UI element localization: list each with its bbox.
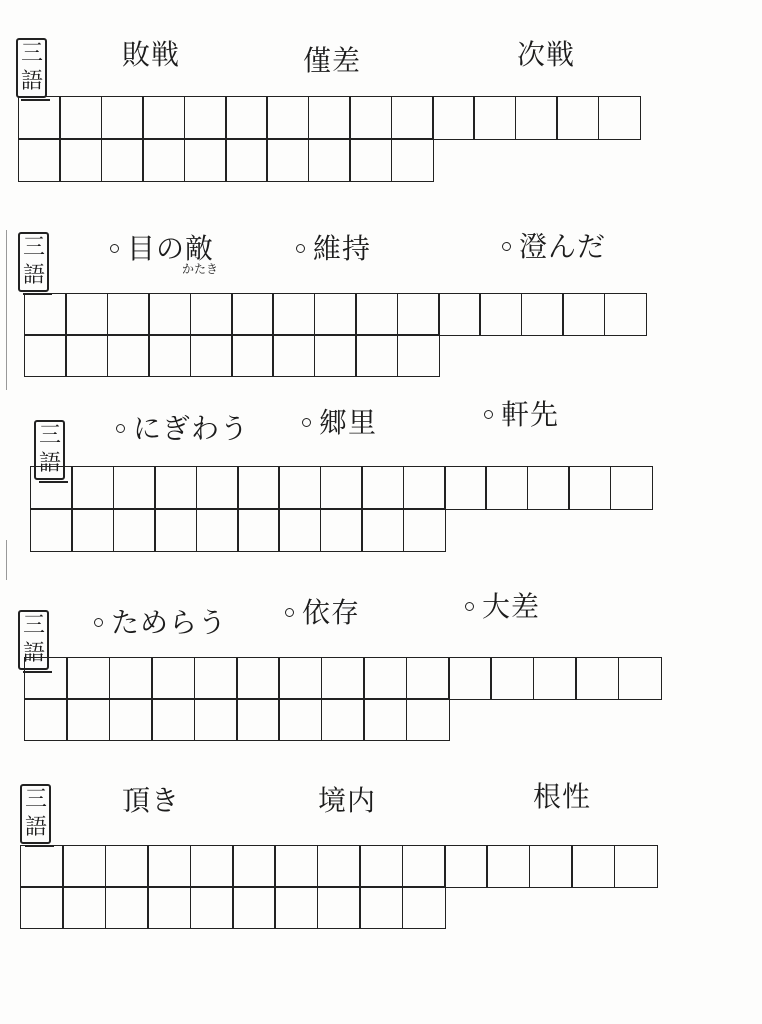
writing-cell[interactable] <box>66 698 110 741</box>
bullet-circle-icon <box>302 418 311 427</box>
writing-cell[interactable] <box>194 698 238 741</box>
vocab-word-2 <box>318 784 376 818</box>
writing-cell[interactable] <box>142 138 185 182</box>
writing-cell[interactable] <box>236 657 280 700</box>
bullet-circle-icon <box>465 602 474 611</box>
writing-cell[interactable] <box>30 466 73 510</box>
grid-row-2 <box>26 334 440 377</box>
writing-cell[interactable] <box>317 845 361 888</box>
writing-cell[interactable] <box>24 698 68 741</box>
writing-cell[interactable] <box>533 657 577 700</box>
writing-cell[interactable] <box>486 845 530 888</box>
writing-cell[interactable] <box>274 886 318 929</box>
writing-cell[interactable] <box>105 886 149 929</box>
grid-row-2 <box>32 508 446 552</box>
vocab-word-text: にぎわう <box>133 412 250 445</box>
vocab-word-text: 目の敵 <box>127 232 215 265</box>
sangou-badge: 三語 <box>20 784 51 844</box>
writing-cell[interactable] <box>109 657 153 700</box>
writing-cell[interactable] <box>231 293 274 336</box>
vocab-word-text: 維持 <box>313 232 372 265</box>
writing-cell[interactable] <box>562 293 605 336</box>
writing-cell[interactable] <box>148 334 191 377</box>
writing-cell[interactable] <box>556 96 599 140</box>
writing-cell[interactable] <box>614 845 658 888</box>
vocab-word-2 <box>302 406 377 440</box>
writing-cell[interactable] <box>105 845 149 888</box>
writing-cell[interactable] <box>71 466 114 510</box>
writing-cell[interactable] <box>490 657 534 700</box>
vocab-word-1 <box>110 232 214 266</box>
writing-cell[interactable] <box>231 334 274 377</box>
writing-cell[interactable] <box>568 466 611 510</box>
vocab-word-text: 大差 <box>482 590 541 623</box>
vocab-word-3 <box>484 398 559 432</box>
writing-cell[interactable] <box>314 334 357 377</box>
writing-cell[interactable] <box>406 698 450 741</box>
writing-cell[interactable] <box>444 466 487 510</box>
vocab-word-3 <box>517 38 575 72</box>
bullet-circle-icon <box>94 618 103 627</box>
vocab-word-3 <box>465 590 540 624</box>
vocab-word-3 <box>502 230 606 264</box>
writing-cell[interactable] <box>20 845 64 888</box>
writing-cell[interactable] <box>190 886 234 929</box>
writing-cell[interactable] <box>359 845 403 888</box>
writing-cell[interactable] <box>274 845 318 888</box>
writing-cell[interactable] <box>109 698 153 741</box>
writing-cell[interactable] <box>225 138 268 182</box>
writing-cell[interactable] <box>24 293 67 336</box>
writing-cell[interactable] <box>314 293 357 336</box>
writing-cell[interactable] <box>278 466 321 510</box>
bullet-circle-icon <box>116 424 125 433</box>
scan-edge-mark <box>6 540 7 580</box>
vocab-word-1 <box>94 606 227 640</box>
writing-cell[interactable] <box>59 96 102 140</box>
writing-cell[interactable] <box>196 508 239 552</box>
writing-cell[interactable] <box>266 96 309 140</box>
writing-cell[interactable] <box>473 96 516 140</box>
vocab-word-1 <box>122 784 180 818</box>
writing-cell[interactable] <box>391 138 434 182</box>
writing-cell[interactable] <box>101 96 144 140</box>
writing-cell[interactable] <box>272 293 315 336</box>
writing-cell[interactable] <box>232 845 276 888</box>
writing-cell[interactable] <box>363 657 407 700</box>
writing-cell[interactable] <box>147 886 191 929</box>
writing-cell[interactable] <box>402 845 446 888</box>
writing-cell[interactable] <box>225 96 268 140</box>
writing-cell[interactable] <box>604 293 647 336</box>
sangou-badge: 三語 <box>34 420 65 480</box>
writing-cell[interactable] <box>278 698 322 741</box>
sangou-badge: 三語 <box>18 610 49 670</box>
writing-cell[interactable] <box>142 96 185 140</box>
writing-cell[interactable] <box>479 293 522 336</box>
writing-cell[interactable] <box>432 96 475 140</box>
writing-cell[interactable] <box>391 96 434 140</box>
writing-cell[interactable] <box>24 657 68 700</box>
grid-row-2 <box>20 138 434 182</box>
grid-row-1 <box>32 466 653 510</box>
writing-cell[interactable] <box>278 508 321 552</box>
bullet-circle-icon <box>110 244 119 253</box>
writing-cell[interactable] <box>151 657 195 700</box>
writing-cell[interactable] <box>59 138 102 182</box>
writing-cell[interactable] <box>18 96 61 140</box>
writing-cell[interactable] <box>448 657 492 700</box>
writing-cell[interactable] <box>20 886 64 929</box>
writing-cell[interactable] <box>148 293 191 336</box>
bullet-circle-icon <box>484 410 493 419</box>
writing-cell[interactable] <box>485 466 528 510</box>
writing-cell[interactable] <box>236 698 280 741</box>
sangou-badge: 三語 <box>16 38 47 98</box>
grid-row-2 <box>22 886 446 929</box>
writing-cell[interactable] <box>321 657 365 700</box>
grid-row-1 <box>26 293 647 336</box>
writing-cell[interactable] <box>359 886 403 929</box>
writing-cell[interactable] <box>107 293 150 336</box>
bullet-circle-icon <box>502 242 511 251</box>
grid-row-1 <box>26 657 662 700</box>
writing-cell[interactable] <box>529 845 573 888</box>
writing-cell[interactable] <box>154 466 197 510</box>
writing-cell[interactable] <box>321 698 365 741</box>
writing-cell[interactable] <box>610 466 653 510</box>
vocab-word-text: 敗戦 <box>122 38 181 71</box>
writing-cell[interactable] <box>62 845 106 888</box>
writing-cell[interactable] <box>521 293 564 336</box>
writing-cell[interactable] <box>65 293 108 336</box>
writing-cell[interactable] <box>18 138 61 182</box>
writing-cell[interactable] <box>154 508 197 552</box>
writing-cell[interactable] <box>598 96 641 140</box>
writing-cell[interactable] <box>101 138 144 182</box>
writing-cell[interactable] <box>147 845 191 888</box>
writing-cell[interactable] <box>190 293 233 336</box>
writing-cell[interactable] <box>237 508 280 552</box>
writing-cell[interactable] <box>403 466 446 510</box>
writing-cell[interactable] <box>113 508 156 552</box>
writing-cell[interactable] <box>355 293 398 336</box>
vocab-word-2 <box>296 232 371 266</box>
vocab-word-1 <box>116 412 249 446</box>
vocab-word-text: ためらう <box>111 606 228 639</box>
writing-cell[interactable] <box>71 508 114 552</box>
vocab-word-text: 軒先 <box>501 398 560 431</box>
writing-cell[interactable] <box>444 845 488 888</box>
writing-cell[interactable] <box>402 886 446 929</box>
writing-cell[interactable] <box>317 886 361 929</box>
writing-cell[interactable] <box>184 138 227 182</box>
writing-cell[interactable] <box>107 334 150 377</box>
vocab-word-text: 次戦 <box>517 38 576 71</box>
writing-cell[interactable] <box>320 466 363 510</box>
vocab-word-text: 頂き <box>122 784 181 817</box>
writing-cell[interactable] <box>66 657 110 700</box>
writing-cell[interactable] <box>196 466 239 510</box>
writing-cell[interactable] <box>30 508 73 552</box>
writing-cell[interactable] <box>190 334 233 377</box>
writing-cell[interactable] <box>349 96 392 140</box>
writing-cell[interactable] <box>361 466 404 510</box>
vocab-word-text: 依存 <box>302 596 361 629</box>
grid-row-1 <box>22 845 658 888</box>
writing-cell[interactable] <box>278 657 322 700</box>
writing-cell[interactable] <box>194 657 238 700</box>
writing-cell[interactable] <box>363 698 407 741</box>
writing-cell[interactable] <box>575 657 619 700</box>
writing-cell[interactable] <box>190 845 234 888</box>
writing-cell[interactable] <box>403 508 446 552</box>
writing-cell[interactable] <box>184 96 227 140</box>
writing-cell[interactable] <box>237 466 280 510</box>
furigana-reading: かたき <box>182 262 219 276</box>
writing-cell[interactable] <box>438 293 481 336</box>
scan-edge-mark <box>6 230 7 390</box>
writing-cell[interactable] <box>113 466 156 510</box>
vocab-word-text: 根性 <box>533 780 592 813</box>
vocab-word-text: 境内 <box>318 784 377 817</box>
writing-cell[interactable] <box>272 334 315 377</box>
writing-cell[interactable] <box>349 138 392 182</box>
bullet-circle-icon <box>285 608 294 617</box>
writing-cell[interactable] <box>406 657 450 700</box>
writing-cell[interactable] <box>232 886 276 929</box>
vocab-word-2 <box>303 44 361 78</box>
writing-cell[interactable] <box>397 334 440 377</box>
vocab-word-text: 澄んだ <box>519 230 607 263</box>
writing-cell[interactable] <box>618 657 662 700</box>
writing-cell[interactable] <box>308 96 351 140</box>
vocab-word-1 <box>122 38 180 72</box>
writing-cell[interactable] <box>361 508 404 552</box>
writing-cell[interactable] <box>65 334 108 377</box>
vocab-word-2 <box>285 596 360 630</box>
vocab-word-text: 郷里 <box>319 406 378 439</box>
grid-row-1 <box>20 96 641 140</box>
bullet-circle-icon <box>296 244 305 253</box>
writing-cell[interactable] <box>320 508 363 552</box>
writing-cell[interactable] <box>266 138 309 182</box>
grid-row-2 <box>26 698 450 741</box>
vocab-word-3 <box>533 780 591 814</box>
vocab-word-text: 僅差 <box>303 44 362 77</box>
writing-cell[interactable] <box>62 886 106 929</box>
sangou-badge: 三語 <box>18 232 49 292</box>
writing-cell[interactable] <box>308 138 351 182</box>
writing-cell[interactable] <box>527 466 570 510</box>
writing-cell[interactable] <box>151 698 195 741</box>
writing-cell[interactable] <box>24 334 67 377</box>
writing-cell[interactable] <box>397 293 440 336</box>
writing-cell[interactable] <box>571 845 615 888</box>
writing-cell[interactable] <box>355 334 398 377</box>
writing-cell[interactable] <box>515 96 558 140</box>
